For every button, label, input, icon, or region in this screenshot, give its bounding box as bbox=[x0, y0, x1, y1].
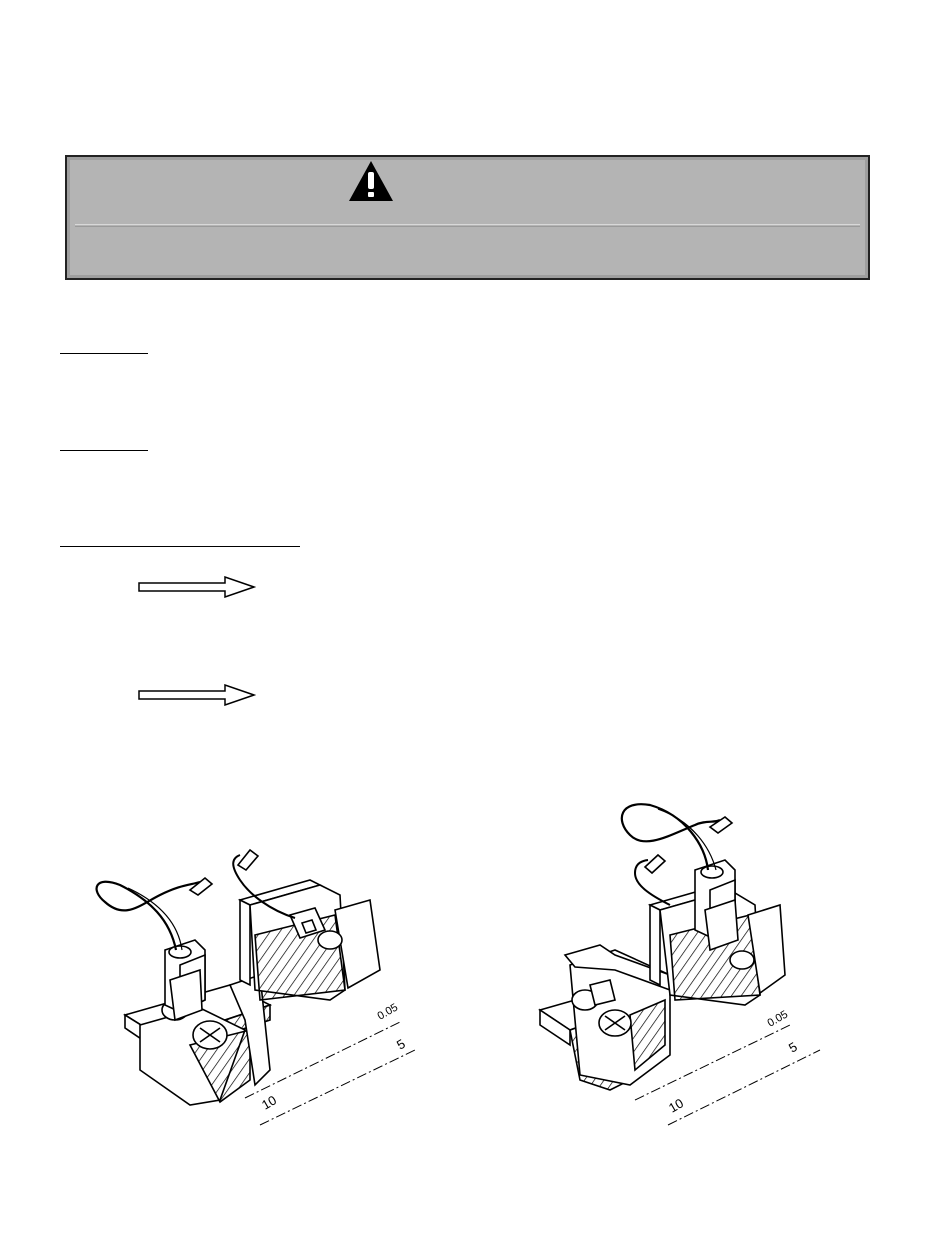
figure-2-gap-label: 0.05 bbox=[765, 1008, 791, 1030]
section-heading-2-underline bbox=[60, 450, 148, 451]
section-heading-3-underline bbox=[60, 546, 300, 547]
warning-banner bbox=[65, 155, 870, 280]
section-heading-1-underline bbox=[60, 353, 148, 354]
figure-jumper-left bbox=[80, 840, 440, 1130]
right-arrow-icon bbox=[138, 684, 256, 706]
figure-1-short-label: 5 bbox=[394, 1035, 408, 1053]
figure-2-long-label: 10 bbox=[666, 1095, 687, 1116]
figure-jumper-right bbox=[520, 795, 860, 1130]
warning-divider bbox=[75, 224, 860, 225]
warning-divider-shadow bbox=[75, 226, 860, 227]
right-arrow-icon bbox=[138, 576, 256, 598]
figure-1-gap-label: 0.05 bbox=[375, 1001, 401, 1023]
warning-triangle-icon bbox=[347, 159, 395, 203]
figure-2-short-label: 5 bbox=[786, 1038, 800, 1056]
figure-1-long-label: 10 bbox=[259, 1092, 280, 1113]
